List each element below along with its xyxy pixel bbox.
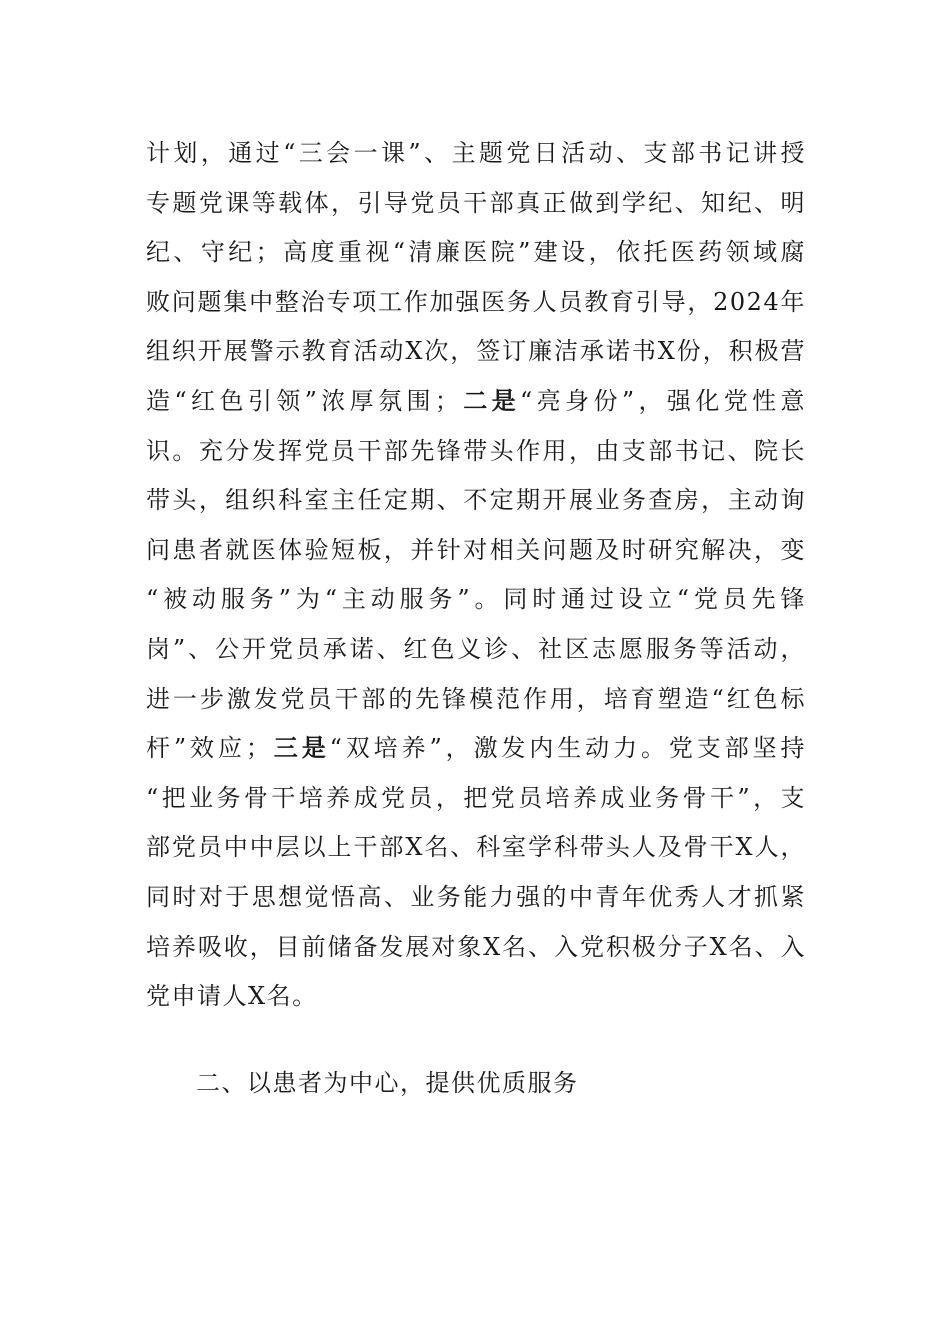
line-text: 杆”效应； (146, 734, 272, 763)
paragraph-line: 同时对于思想觉悟高、业务能力强的中青年优秀人才抓紧 (146, 882, 806, 911)
paragraph-line: “把业务骨干培养成党员，把党员培养成业务骨干”，支 (146, 783, 806, 812)
paragraph-line: 败问题集中整治专项工作加强医务人员教育引导，2024年 (146, 287, 806, 316)
paragraph-line: 组织开展警示教育活动X次，签订廉洁承诺书X份，积极营 (146, 337, 806, 366)
paragraph-line: 问患者就医体验短板，并针对相关问题及时研究解决，变 (146, 535, 806, 564)
paragraph-line (146, 724, 806, 774)
paragraph-line: 计划，通过“三会一课”、主题党日活动、支部书记讲授 (146, 139, 806, 167)
paragraph-line: 纪、守纪；高度重视“清廉医院”建设，依托医药领域腐 (146, 238, 806, 267)
paragraph-line: 带头，组织科室主任定期、不定期开展业务查房，主动询 (146, 486, 806, 515)
paragraph-line: 专题党课等载体，引导党员干部真正做到学纪、知纪、明 (146, 188, 806, 217)
paragraph-line: 识。充分发挥党员干部先锋带头作用，由支部书记、院长 (146, 436, 806, 465)
line-text: “亮身份”，强化党性意 (520, 386, 807, 415)
line-text: 造“红色引领”浓厚氛围； (146, 386, 461, 415)
emphasis-label: 三是 (271, 734, 330, 763)
body-paragraph (146, 129, 806, 1022)
emphasis-label: 二是 (460, 386, 521, 415)
paragraph-line: 党申请人X名。 (146, 982, 318, 1011)
paragraph-line: 部党员中中层以上干部X名、科室学科带头人及骨干X人， (146, 833, 806, 862)
line-text: “双培养”，激发内生动力。党支部坚持 (329, 734, 806, 763)
paragraph-line: 岗”、公开党员承诺、红色义诊、社区志愿服务等活动， (146, 634, 806, 663)
paragraph-line (146, 377, 806, 427)
paragraph-line: “被动服务”为“主动服务”。同时通过设立“党员先锋 (146, 585, 806, 614)
section-heading: 二、以患者为中心，提供优质服务 (196, 1069, 579, 1097)
paragraph-line: 培养吸收，目前储备发展对象X名、入党积极分子X名、入 (146, 932, 806, 961)
paragraph-line: 进一步激发党员干部的先锋模范作用，培育塑造“红色标 (146, 684, 806, 713)
